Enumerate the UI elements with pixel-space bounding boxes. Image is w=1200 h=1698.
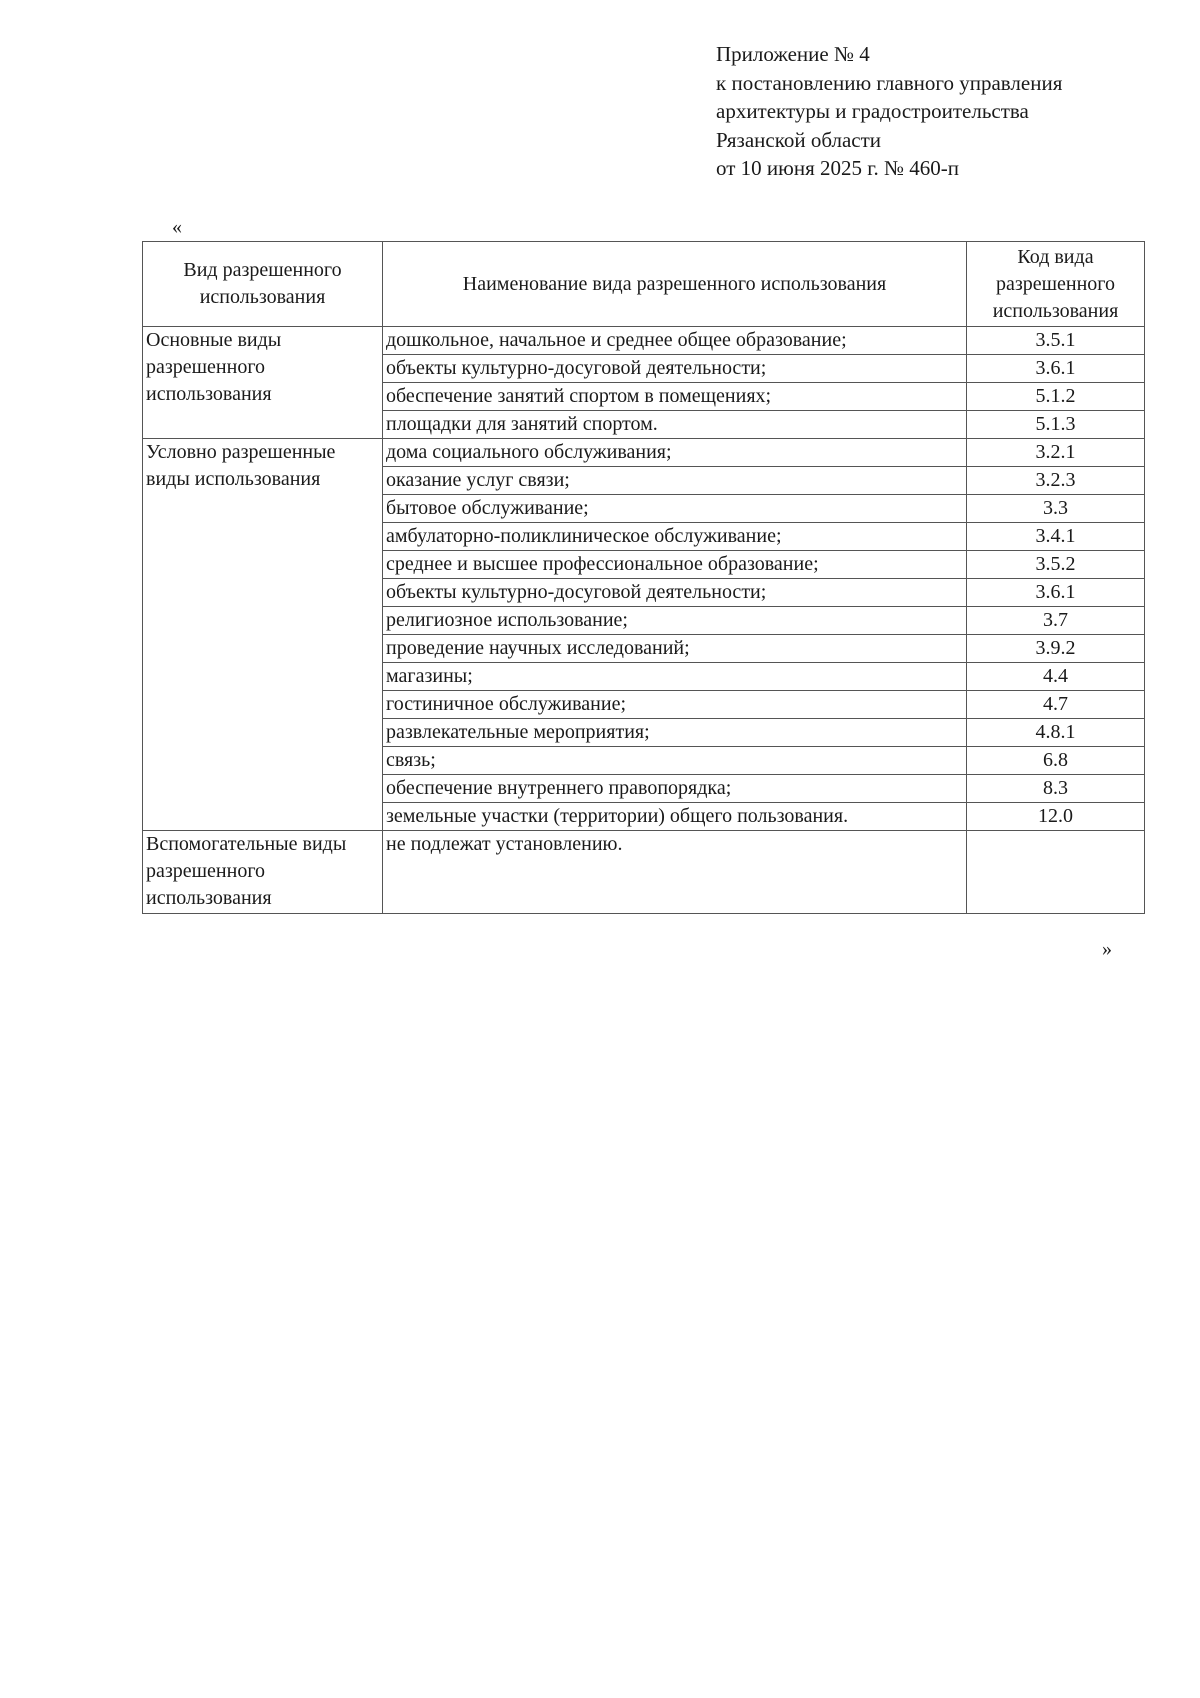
use-name: амбулаторно-поликлиническое обслуживание; xyxy=(383,523,967,551)
use-name: среднее и высшее профессиональное образование; xyxy=(383,551,967,579)
group-main: Основные виды разрешенного использования xyxy=(143,327,383,439)
resolution-line: к постановлению главного управления xyxy=(716,70,1063,95)
col-header-name: Наименование вида разрешенного использования xyxy=(383,242,967,327)
use-code: 3.2.3 xyxy=(967,467,1145,495)
use-code: 3.5.2 xyxy=(967,551,1145,579)
table-header-row xyxy=(143,242,1145,327)
use-name: объекты культурно-досуговой деятельности; xyxy=(383,355,967,383)
use-code: 3.2.1 xyxy=(967,439,1145,467)
date-number-line: от 10 июня 2025 г. № 460-п xyxy=(716,156,959,180)
use-code: 3.7 xyxy=(967,607,1145,635)
use-code: 6.8 xyxy=(967,747,1145,775)
use-name: дома социального обслуживания; xyxy=(383,439,967,467)
use-name: бытовое обслуживание; xyxy=(383,495,967,523)
appendix-title: Приложение № 4 xyxy=(716,42,870,66)
use-name: земельные участки (территории) общего пользования. xyxy=(383,803,967,831)
use-name: дошкольное, начальное и среднее общее образование; xyxy=(383,327,967,355)
use-code: 4.7 xyxy=(967,691,1145,719)
use-code: 3.6.1 xyxy=(967,579,1145,607)
col-header-code: Код вида разрешенного использования xyxy=(967,242,1145,327)
use-name: магазины; xyxy=(383,663,967,691)
table-row xyxy=(143,327,1145,355)
group-conditional: Условно разрешенные виды использования xyxy=(143,439,383,831)
use-code: 3.9.2 xyxy=(967,635,1145,663)
use-name: не подлежат установлению. xyxy=(383,831,967,914)
document-header xyxy=(716,40,1062,183)
use-code: 3.4.1 xyxy=(967,523,1145,551)
use-name: обеспечение занятий спортом в помещениях; xyxy=(383,383,967,411)
use-code: 3.3 xyxy=(967,495,1145,523)
use-code: 4.8.1 xyxy=(967,719,1145,747)
col-header-type: Вид разрешенного использования xyxy=(143,242,383,327)
use-name: объекты культурно-досуговой деятельности; xyxy=(383,579,967,607)
group-auxiliary: Вспомогательные виды разрешенного использования xyxy=(143,831,383,914)
opening-quote: « xyxy=(172,216,182,238)
use-code: 4.4 xyxy=(967,663,1145,691)
table-row xyxy=(143,831,1145,914)
use-code: 3.6.1 xyxy=(967,355,1145,383)
land-use-table xyxy=(142,241,1145,914)
use-name: религиозное использование; xyxy=(383,607,967,635)
use-name: площадки для занятий спортом. xyxy=(383,411,967,439)
authority-line: архитектуры и градостроительства xyxy=(716,99,1029,123)
closing-quote: » xyxy=(1102,938,1112,960)
use-name: оказание услуг связи; xyxy=(383,467,967,495)
use-name: связь; xyxy=(383,747,967,775)
use-name: проведение научных исследований; xyxy=(383,635,967,663)
table-row xyxy=(143,439,1145,467)
use-code: 5.1.2 xyxy=(967,383,1145,411)
use-name: развлекательные мероприятия; xyxy=(383,719,967,747)
use-code: 8.3 xyxy=(967,775,1145,803)
use-code: 12.0 xyxy=(967,803,1145,831)
use-code: 5.1.3 xyxy=(967,411,1145,439)
use-name: обеспечение внутреннего правопорядка; xyxy=(383,775,967,803)
use-name: гостиничное обслуживание; xyxy=(383,691,967,719)
use-code xyxy=(967,831,1145,914)
use-code: 3.5.1 xyxy=(967,327,1145,355)
region-line: Рязанской области xyxy=(716,127,882,152)
